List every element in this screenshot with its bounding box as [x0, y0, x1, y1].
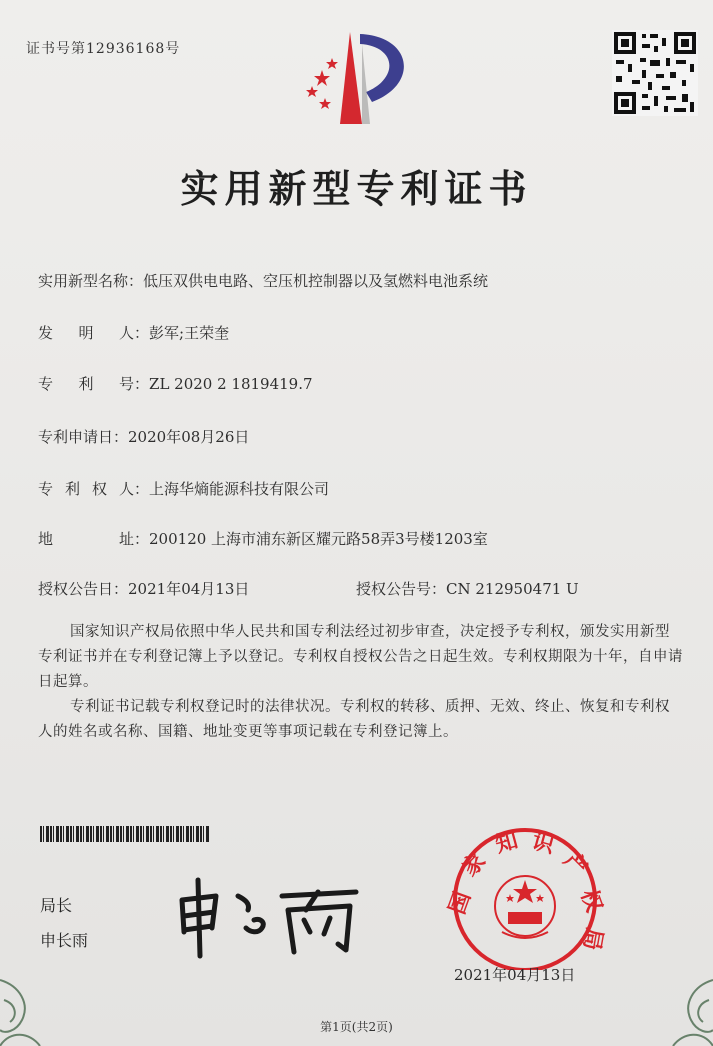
certificate-number: 证书号第12936168号	[26, 41, 181, 57]
patent-number-row: 专 利 号 ：ZL 2020 2 1819419.7	[38, 375, 313, 393]
label-char: 专	[38, 375, 54, 393]
announce-date-value: 2021年04月13日	[128, 580, 250, 598]
address-value: 200120 上海市浦东新区耀元路58弄3号楼1203室	[149, 530, 488, 548]
qr-code-icon	[612, 30, 698, 116]
patentee-row: 专 利 权 人 ：上海华熵能源科技有限公司	[38, 480, 330, 498]
signature-icon	[170, 870, 370, 960]
label-char: 权	[91, 480, 107, 498]
label-char: 地	[38, 530, 54, 548]
inventor-value: 彭军;王荣奎	[149, 324, 230, 342]
svg-text:识: 识	[529, 828, 557, 859]
filing-date-value: 2020年08月26日	[128, 428, 250, 446]
director-name: 申长雨	[40, 931, 89, 950]
announce-number-label: 授权公告号：	[356, 580, 447, 598]
director-title: 局长	[40, 896, 73, 915]
utility-model-name	[38, 270, 488, 291]
announce-date-label: 授权公告日：	[38, 580, 129, 598]
svg-text:知: 知	[492, 828, 521, 859]
patentee-label	[38, 478, 134, 499]
label-char: 址	[118, 530, 134, 548]
label-char: 人	[118, 480, 134, 498]
announce-number-row	[356, 578, 579, 599]
legal-paragraph-2: 专利证书记载专利权登记时的法律状况。专利权的转移、质押、无效、终止、恢复和专利权人的姓名或名称、国籍、地址变更等事项记载在专利登记簿上。	[38, 699, 670, 740]
inventor-label	[38, 322, 134, 343]
patent-number-value: ZL 2020 2 1819419.7	[149, 375, 313, 393]
label-char: 专	[38, 480, 54, 498]
certificate-title: 实用新型专利证书	[180, 167, 533, 211]
page-number: 第1页(共2页)	[320, 1020, 393, 1034]
label-char: 号	[118, 375, 134, 393]
svg-text:国: 国	[445, 888, 477, 918]
official-seal-icon	[430, 820, 620, 970]
name-label: 实用新型名称：	[38, 272, 144, 290]
filing-date-label: 专利申请日：	[38, 428, 129, 446]
label-char: 利	[78, 375, 94, 393]
barcode-icon	[40, 826, 210, 842]
patentee-value: 上海华熵能源科技有限公司	[149, 480, 330, 498]
svg-text:家: 家	[457, 848, 491, 882]
address-label	[38, 528, 134, 549]
label-char: 利	[64, 480, 80, 498]
seal-date: 2021年04月13日	[454, 966, 576, 984]
label-char: 明	[78, 324, 94, 342]
svg-text:局: 局	[578, 926, 607, 953]
cnipa-logo-icon	[292, 24, 432, 132]
address-row: 地 址 ：200120 上海市浦东新区耀元路58弄3号楼1203室	[38, 530, 488, 548]
label-char: 发	[38, 324, 54, 342]
legal-paragraph-1: 国家知识产权局依照中华人民共和国专利法经过初步审查，决定授予专利权，颁发实用新型专利证书并在专利登记簿上予以登记。专利权自授权公告之日起生效。专利权期限为十年，自申请日起算。	[38, 624, 683, 690]
announce-date-row	[38, 578, 249, 599]
patent-number-label	[38, 373, 134, 394]
name-value: 低压双供电电路、空压机控制器以及氢燃料电池系统	[143, 272, 489, 290]
svg-text:产: 产	[558, 847, 592, 881]
inventor-row: 发 明 人 ：彭军;王荣奎	[38, 324, 230, 342]
filing-date-row	[38, 426, 249, 447]
announce-number-value: CN 212950471 U	[446, 580, 579, 598]
label-char: 人	[118, 324, 134, 342]
svg-text:权: 权	[575, 886, 607, 916]
